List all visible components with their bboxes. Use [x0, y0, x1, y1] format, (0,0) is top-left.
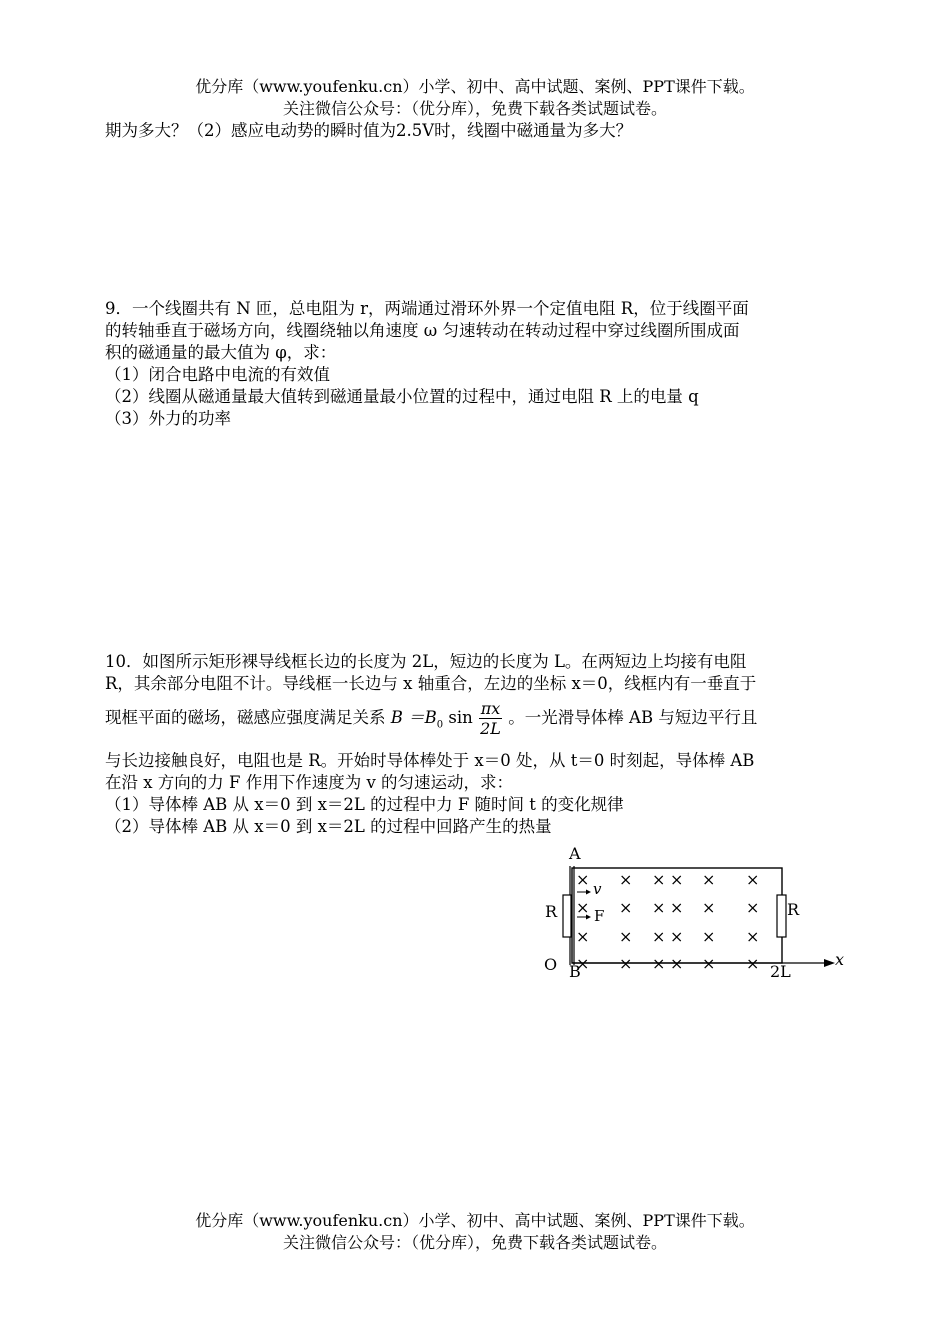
- q10-line-4: 与长边接触良好，电阻也是 R。开始时导体棒处于 x＝0 处，从 t＝0 时刻起，导体棒 AB: [105, 751, 755, 770]
- field-x-mark: ×: [702, 898, 716, 917]
- label-r-left: R: [545, 902, 558, 921]
- q10-line-2: R，其余部分电阻不计。导线框一长边与 x 轴重合，左边的坐标 x＝0，线框内有一垂直于: [105, 674, 757, 693]
- label-2l: 2L: [770, 962, 791, 981]
- field-x-mark: ×: [619, 870, 633, 889]
- field-x-mark: ×: [670, 954, 684, 973]
- field-x-mark: ×: [576, 927, 590, 946]
- label-f: F: [594, 907, 605, 925]
- label-b: B: [569, 962, 581, 981]
- q9-line-3: 积的磁通量的最大值为 φ，求：: [105, 343, 337, 362]
- v-arrowhead: [586, 890, 591, 895]
- field-x-mark: ×: [702, 870, 716, 889]
- footer-line-2: 关注微信公众号：（优分库），免费下载各类试题试卷。: [282, 1233, 667, 1252]
- label-x: x: [835, 950, 845, 969]
- formula-numerator: πx: [480, 698, 501, 718]
- label-r-right: R: [787, 900, 800, 919]
- q10-line-1: 10．如图所示矩形裸导线框长边的长度为 2L，短边的长度为 L。在两短边上均接有电阻: [105, 652, 747, 671]
- circuit-figure: [530, 840, 850, 985]
- label-v: v: [593, 880, 602, 898]
- field-x-mark: ×: [746, 927, 760, 946]
- field-x-mark: ×: [746, 870, 760, 889]
- field-x-mark: ×: [702, 927, 716, 946]
- header-line-2: 关注微信公众号：（优分库），免费下载各类试题试卷。: [282, 99, 667, 118]
- field-x-mark: ×: [670, 927, 684, 946]
- field-x-mark: ×: [746, 898, 760, 917]
- field-x-mark: ×: [702, 954, 716, 973]
- x-axis-arrow: [824, 959, 835, 967]
- field-x-mark: ×: [746, 954, 760, 973]
- left-resistor: [563, 895, 571, 937]
- formula-lhs: B ＝B: [390, 708, 437, 727]
- right-resistor: [777, 895, 786, 937]
- field-x-mark: ×: [670, 898, 684, 917]
- field-x-mark: ×: [576, 870, 590, 889]
- header-line-1: 优分库（www.youfenku.cn）小学、初中、高中试题、案例、PPT课件下载。: [195, 77, 755, 96]
- footer-line-1: 优分库（www.youfenku.cn）小学、初中、高中试题、案例、PPT课件下载。: [195, 1211, 755, 1230]
- q9-line-2: 的转轴垂直于磁场方向，线圈绕轴以角速度 ω 匀速转动在转动过程中穿过线圈所围成面: [105, 321, 740, 340]
- field-x-mark: ×: [652, 870, 666, 889]
- q10-line-3-suffix: 。一光滑导体棒 AB 与短边平行且: [508, 708, 758, 727]
- field-x-mark: ×: [619, 954, 633, 973]
- q9-subquestion-1: （1）闭合电路中电流的有效值: [105, 365, 330, 384]
- q10-line-5: 在沿 x 方向的力 F 作用下作速度为 v 的匀速运动，求：: [105, 773, 514, 792]
- field-x-mark: ×: [652, 898, 666, 917]
- label-a: A: [569, 844, 581, 863]
- field-x-mark: ×: [576, 898, 590, 917]
- field-x-mark: ×: [652, 927, 666, 946]
- formula: [390, 698, 509, 738]
- field-x-mark: ×: [619, 927, 633, 946]
- field-x-mark: ×: [670, 870, 684, 889]
- field-x-mark: ×: [576, 954, 590, 973]
- q9-line-1: 9．一个线圈共有 N 匝，总电阻为 r，两端通过滑环外界一个定值电阻 R，位于线圈平面: [105, 299, 749, 318]
- continuation-line: 期为多大？（2）感应电动势的瞬时值为2.5V时，线圈中磁通量为多大？: [105, 121, 633, 140]
- field-x-mark: ×: [619, 898, 633, 917]
- field-x-mark: ×: [652, 954, 666, 973]
- label-o: O: [544, 955, 558, 974]
- q9-subquestion-3: （3）外力的功率: [105, 409, 231, 428]
- formula-subscript: 0: [436, 719, 444, 731]
- q10-subquestion-1: （1）导体棒 AB 从 x＝0 到 x＝2L 的过程中力 F 随时间 t 的变化规律: [105, 795, 624, 814]
- formula-fraction: [479, 699, 503, 739]
- q10-line-3: [105, 698, 850, 745]
- q10-subquestion-2: （2）导体棒 AB 从 x＝0 到 x＝2L 的过程中回路产生的热量: [105, 817, 552, 836]
- q9-subquestion-2: （2）线圈从磁通量最大值转到磁通量最小位置的过程中，通过电阻 R 上的电量 q: [105, 387, 699, 406]
- formula-denominator: 2L: [480, 718, 501, 738]
- formula-sin: sin: [448, 708, 473, 727]
- q10-line-3-prefix: 现框平面的磁场，磁感应强度满足关系: [105, 708, 386, 727]
